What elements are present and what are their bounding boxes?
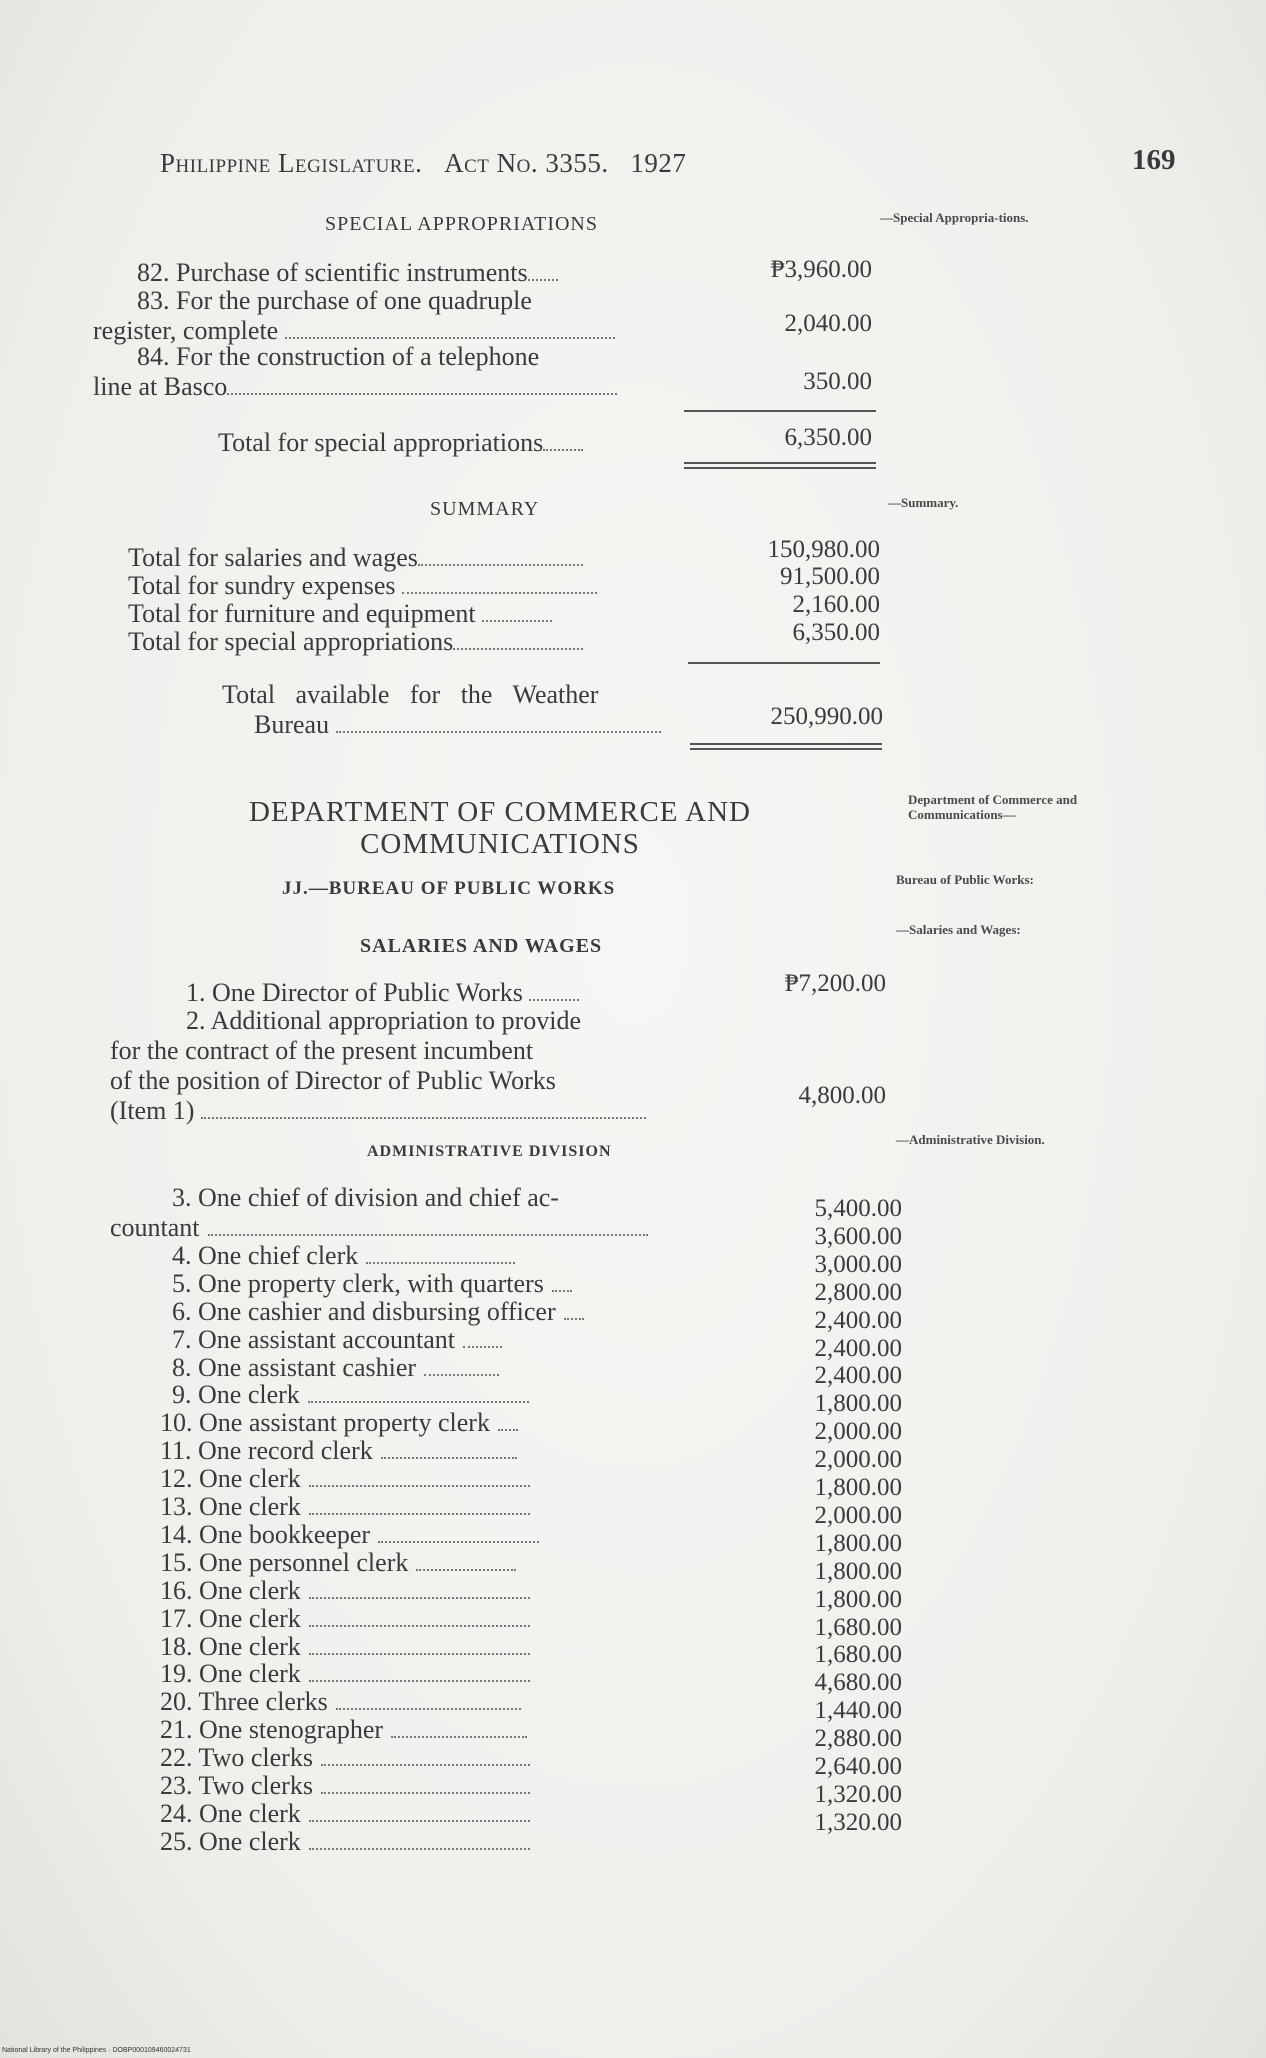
item-84-amount: 350.00 [803,368,872,395]
admin-item-amount: 1,320.00 [814,1808,902,1836]
special-appropriations-sidenote: —Special Appropria-tions. [880,210,1029,225]
item-84-line1: 84. For the construction of a telephone [137,342,540,371]
summary-subtotal-rule [688,662,880,664]
subtotal-rule [684,410,876,412]
summary-special: Total for special appropriations [128,627,583,657]
summary-double-rule [690,743,882,750]
item-2-line3: of the position of Director of Public Works [110,1066,556,1095]
department-sidenote: Department of Commerce and Communications— [908,792,1078,822]
department-title-line1: DEPARTMENT OF COMMERCE AND [248,796,752,828]
salaries-sidenote: —Salaries and Wages: [896,922,1021,937]
item-2-amount: 4,800.00 [798,1082,886,1109]
admin-item: 17. One clerk [160,1604,530,1634]
admin-item-amount: 1,800.00 [814,1390,902,1418]
admin-item: 14. One bookkeeper [160,1520,539,1550]
admin-item: 24. One clerk [160,1799,530,1829]
admin-item-amount: 2,880.00 [814,1725,902,1753]
admin-item-amount: 1,800.00 [814,1585,902,1613]
salaries-heading: SALARIES AND WAGES [360,935,603,957]
item-82-amount: ₱3,960.00 [770,256,872,283]
admin-item-amount: 2,400.00 [814,1362,902,1390]
available-amount: 250,990.00 [770,703,883,730]
bureau-sidenote: Bureau of Public Works: [896,872,1034,887]
summary-furniture: Total for furniture and equipment [128,599,552,629]
admin-item-continuation: countant [110,1213,648,1243]
admin-item: 20. Three clerks [160,1687,521,1717]
summary-sundry-amount: 91,500.00 [780,563,880,590]
admin-item: 18. One clerk [160,1632,530,1662]
admin-item: 22. Two clerks [160,1743,530,1773]
admin-item-amount: 3,600.00 [814,1222,902,1250]
item-83-line1: 83. For the purchase of one quadruple [137,286,532,315]
admin-item-amount: 4,680.00 [814,1669,902,1697]
item-82: 82. Purchase of scientific instruments [137,258,558,288]
item-84-line2: line at Basco [93,372,617,402]
admin-item: 10. One assistant property clerk [160,1408,518,1438]
admin-item-amount: 2,000.00 [814,1446,902,1474]
administrative-division-heading: ADMINISTRATIVE DIVISION [367,1143,612,1160]
item-2-line1: 2. Additional appropriation to provide [186,1006,581,1035]
header-act: Act No. 3355. [444,148,609,178]
admin-item: 13. One clerk [160,1492,530,1522]
admin-item-amount: 2,400.00 [814,1334,902,1362]
special-appropriations-heading: SPECIAL APPROPRIATIONS [325,213,598,235]
summary-heading: SUMMARY [430,498,540,520]
admin-item: 6. One cashier and disbursing officer [172,1297,584,1327]
admin-item-amount: 1,800.00 [814,1474,902,1501]
header-year: 1927 [630,148,687,178]
admin-item-amount: 1,320.00 [814,1780,902,1808]
admin-item: 7. One assistant accountant [172,1325,502,1355]
special-total-label: Total for special appropriations [218,428,583,458]
summary-salaries-amount: 150,980.00 [767,536,880,563]
admin-item-amount: 2,800.00 [814,1278,902,1306]
scan-footer: National Library of the Philippines · DOBP000109460024731 [2,2047,191,2054]
admin-item-amount: 1,680.00 [814,1613,902,1641]
bureau-heading: JJ.—BUREAU OF PUBLIC WORKS [282,878,616,899]
admin-item: 25. One clerk [160,1827,530,1857]
admin-item: 16. One clerk [160,1576,530,1606]
admin-item: 11. One record clerk [160,1436,517,1466]
admin-item-amount: 2,000.00 [814,1418,902,1446]
available-line1: Total available for the Weather [222,680,599,709]
admin-item: 9. One clerk [172,1380,529,1410]
item-1: 1. One Director of Public Works [186,978,579,1008]
admin-item-amount: 5,400.00 [814,1195,902,1222]
admin-item: 21. One stenographer [160,1715,527,1745]
summary-salaries: Total for salaries and wages [128,543,583,573]
summary-sundry: Total for sundry expenses [128,571,597,601]
admin-item: 15. One personnel clerk [160,1548,516,1578]
summary-furniture-amount: 2,160.00 [792,591,880,618]
special-total-amount: 6,350.00 [784,424,872,451]
admin-item-amount: 1,800.00 [814,1557,902,1585]
admin-item-amount: 1,440.00 [814,1697,902,1725]
summary-sidenote: —Summary. [888,495,959,510]
admin-item-amount: 2,640.00 [814,1753,902,1780]
department-title-line2: COMMUNICATIONS [360,828,640,860]
item-2-line4: (Item 1) [110,1096,646,1126]
admin-item-amount: 3,000.00 [814,1250,902,1278]
total-double-rule [684,462,876,469]
admin-item: 12. One clerk [160,1464,530,1494]
admin-item: 3. One chief of division and chief ac- [172,1183,559,1212]
page-number: 169 [1132,144,1176,176]
summary-special-amount: 6,350.00 [792,619,880,646]
item-83-amount: 2,040.00 [784,310,872,337]
running-header [160,148,686,179]
admin-item: 23. Two clerks [160,1771,530,1801]
item-1-amount: ₱7,200.00 [784,970,886,997]
admin-item-amount: 2,000.00 [814,1501,902,1529]
admin-item: 19. One clerk [160,1659,530,1689]
header-legislature: Philippine Legislature. [160,148,423,178]
item-83-line2: register, complete [93,316,615,346]
admin-item-amount: 2,400.00 [814,1306,902,1334]
admin-item-amount: 1,800.00 [814,1529,902,1557]
item-2-line2: for the contract of the present incumbent [110,1036,534,1065]
admin-item-amount: 1,680.00 [814,1641,902,1669]
admin-item: 8. One assistant cashier [172,1353,499,1383]
admin-item: 5. One property clerk, with quarters [172,1269,572,1299]
admin-item: 4. One chief clerk [172,1241,515,1271]
available-line2: Bureau [254,710,661,740]
administrative-division-sidenote: —Administrative Division. [896,1132,1045,1147]
